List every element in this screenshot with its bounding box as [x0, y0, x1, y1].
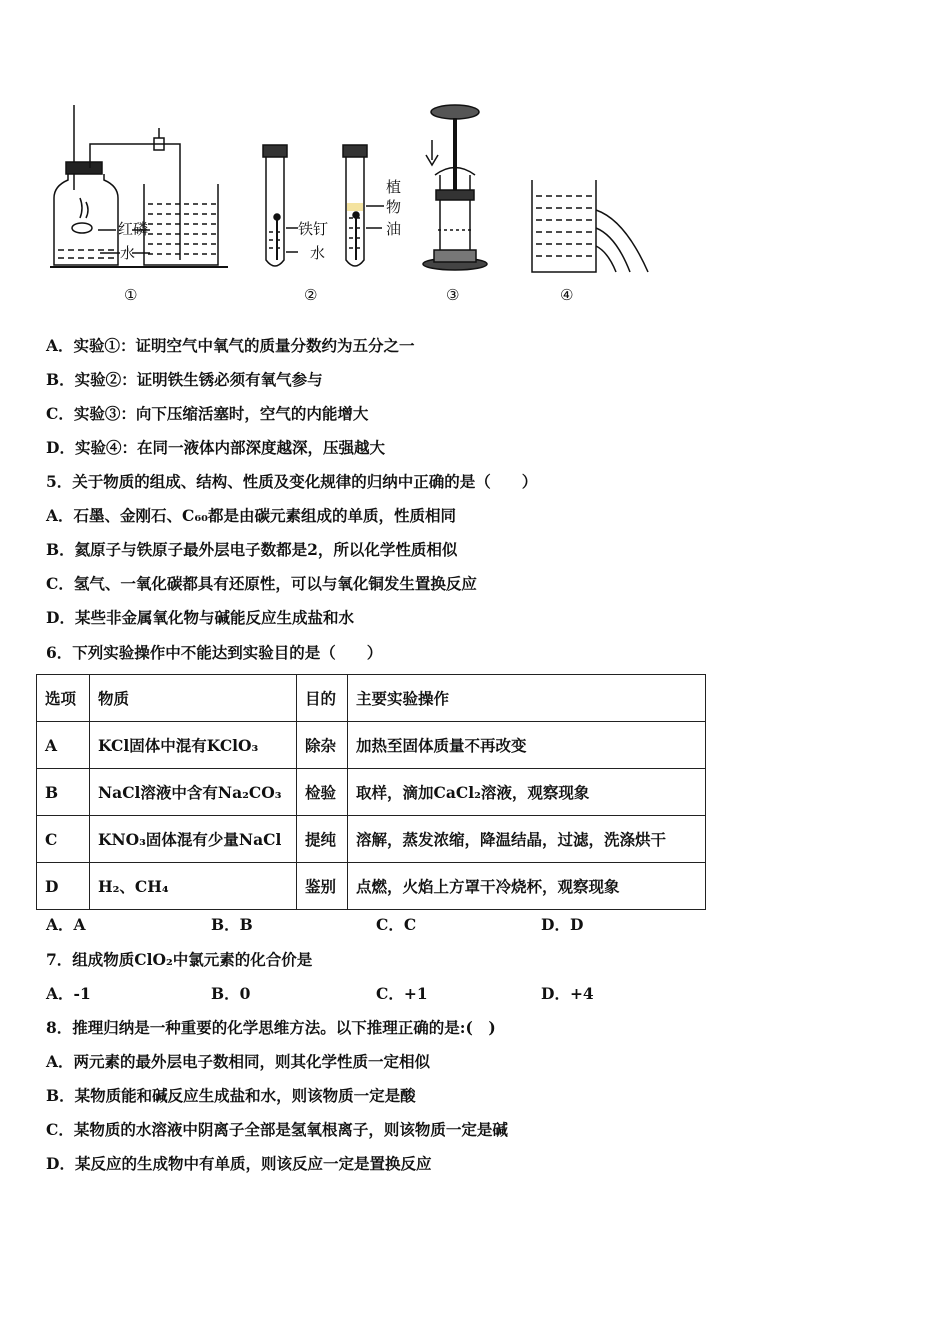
q5-option-a: A．石墨、金刚石、C₆₀都是由碳元素组成的单质，性质相同 [46, 506, 456, 525]
q4-option-c: C．实验③：向下压缩活塞时，空气的内能增大 [46, 404, 369, 423]
q7-choices [46, 984, 696, 1004]
table-cell: NaCl溶液中含有Na₂CO₃ [90, 769, 297, 816]
q6-choice-d: D．D [541, 915, 584, 934]
table-header-cell: 物质 [90, 675, 297, 722]
q7-stem: 7．组成物质ClO₂中氯元素的化合价是 [46, 950, 313, 969]
table-cell: H₂、CH₄ [90, 863, 297, 910]
q6-choice-c: C．C [376, 915, 417, 934]
q7-choice-a: A．-1 [46, 984, 91, 1003]
table-cell: 加热至固体质量不再改变 [348, 722, 706, 769]
q5-option-d: D．某些非金属氧化物与碱能反应生成盐和水 [46, 608, 354, 627]
table-cell: 鉴别 [297, 863, 348, 910]
q8-option-b: B．某物质能和碱反应生成盐和水，则该物质一定是酸 [46, 1086, 416, 1105]
q6-choice-b: B．B [211, 915, 253, 934]
q4-option-d: D．实验④：在同一液体内部深度越深，压强越大 [46, 438, 385, 457]
q7-choice-c: C．+1 [376, 984, 428, 1003]
table-cell: 点燃，火焰上方罩干冷烧杯，观察现象 [348, 863, 706, 910]
fig2-oil-label-1: 植 [386, 178, 402, 196]
table-row [37, 816, 706, 863]
q6-stem: 6．下列实验操作中不能达到实验目的是（ ） [46, 643, 383, 662]
fig-number-3: ③ [446, 286, 460, 304]
table-cell: KCl固体中混有KClO₃ [90, 722, 297, 769]
table-cell: 溶解，蒸发浓缩，降温结晶，过滤，洗涤烘干 [348, 816, 706, 863]
fig-number-1: ① [124, 286, 138, 304]
table-cell: B [37, 769, 90, 816]
q8-option-d: D．某反应的生成物中有单质，则该反应一定是置换反应 [46, 1154, 432, 1173]
q5-option-c: C．氢气、一氧化碳都具有还原性，可以与氧化铜发生置换反应 [46, 574, 477, 593]
q5-option-b: B．氦原子与铁原子最外层电子数都是2，所以化学性质相似 [46, 540, 458, 559]
q6-choice-a: A．A [46, 915, 86, 934]
fig1-water-label: 水 [120, 244, 136, 262]
experiment-figures [40, 100, 680, 310]
fig2-water-label: 水 [310, 244, 326, 262]
q4-option-b: B．实验②：证明铁生锈必须有氧气参与 [46, 370, 323, 389]
q6-choices [46, 915, 696, 935]
table-row [37, 769, 706, 816]
fig-number-2: ② [304, 286, 318, 304]
table-cell: KNO₃固体混有少量NaCl [90, 816, 297, 863]
table-header-cell: 主要实验操作 [348, 675, 706, 722]
table-row [37, 863, 706, 910]
table-cell: 提纯 [297, 816, 348, 863]
table-cell: 检验 [297, 769, 348, 816]
table-cell: 除杂 [297, 722, 348, 769]
q8-option-c: C．某物质的水溶液中阴离子全部是氢氧根离子，则该物质一定是碱 [46, 1120, 508, 1139]
q5-stem: 5．关于物质的组成、结构、性质及变化规律的归纳中正确的是（ ） [46, 472, 538, 491]
q4-option-a: A．实验①：证明空气中氧气的质量分数约为五分之一 [46, 336, 415, 355]
fig1-phosphorus-label: 红磷 [118, 220, 149, 238]
table-header-cell: 选项 [37, 675, 90, 722]
table-cell: 取样，滴加CaCl₂溶液，观察现象 [348, 769, 706, 816]
q7-choice-b: B．0 [211, 984, 251, 1003]
table-cell: C [37, 816, 90, 863]
table-header-cell: 目的 [297, 675, 348, 722]
table-cell: A [37, 722, 90, 769]
q6-table [36, 674, 706, 910]
fig2-oil-label-3: 油 [386, 220, 402, 238]
fig-number-4: ④ [560, 286, 574, 304]
fig2-nail-label: 铁钉 [298, 220, 329, 238]
table-cell: D [37, 863, 90, 910]
q7-choice-d: D．+4 [541, 984, 594, 1003]
q8-option-a: A．两元素的最外层电子数相同，则其化学性质一定相似 [46, 1052, 431, 1071]
apparatus-illustration [40, 100, 680, 310]
q8-stem: 8．推理归纳是一种重要的化学思维方法。以下推理正确的是:( ) [46, 1018, 496, 1037]
fig2-oil-label-2: 物 [386, 198, 402, 216]
table-header-row [37, 675, 706, 722]
table-row [37, 722, 706, 769]
